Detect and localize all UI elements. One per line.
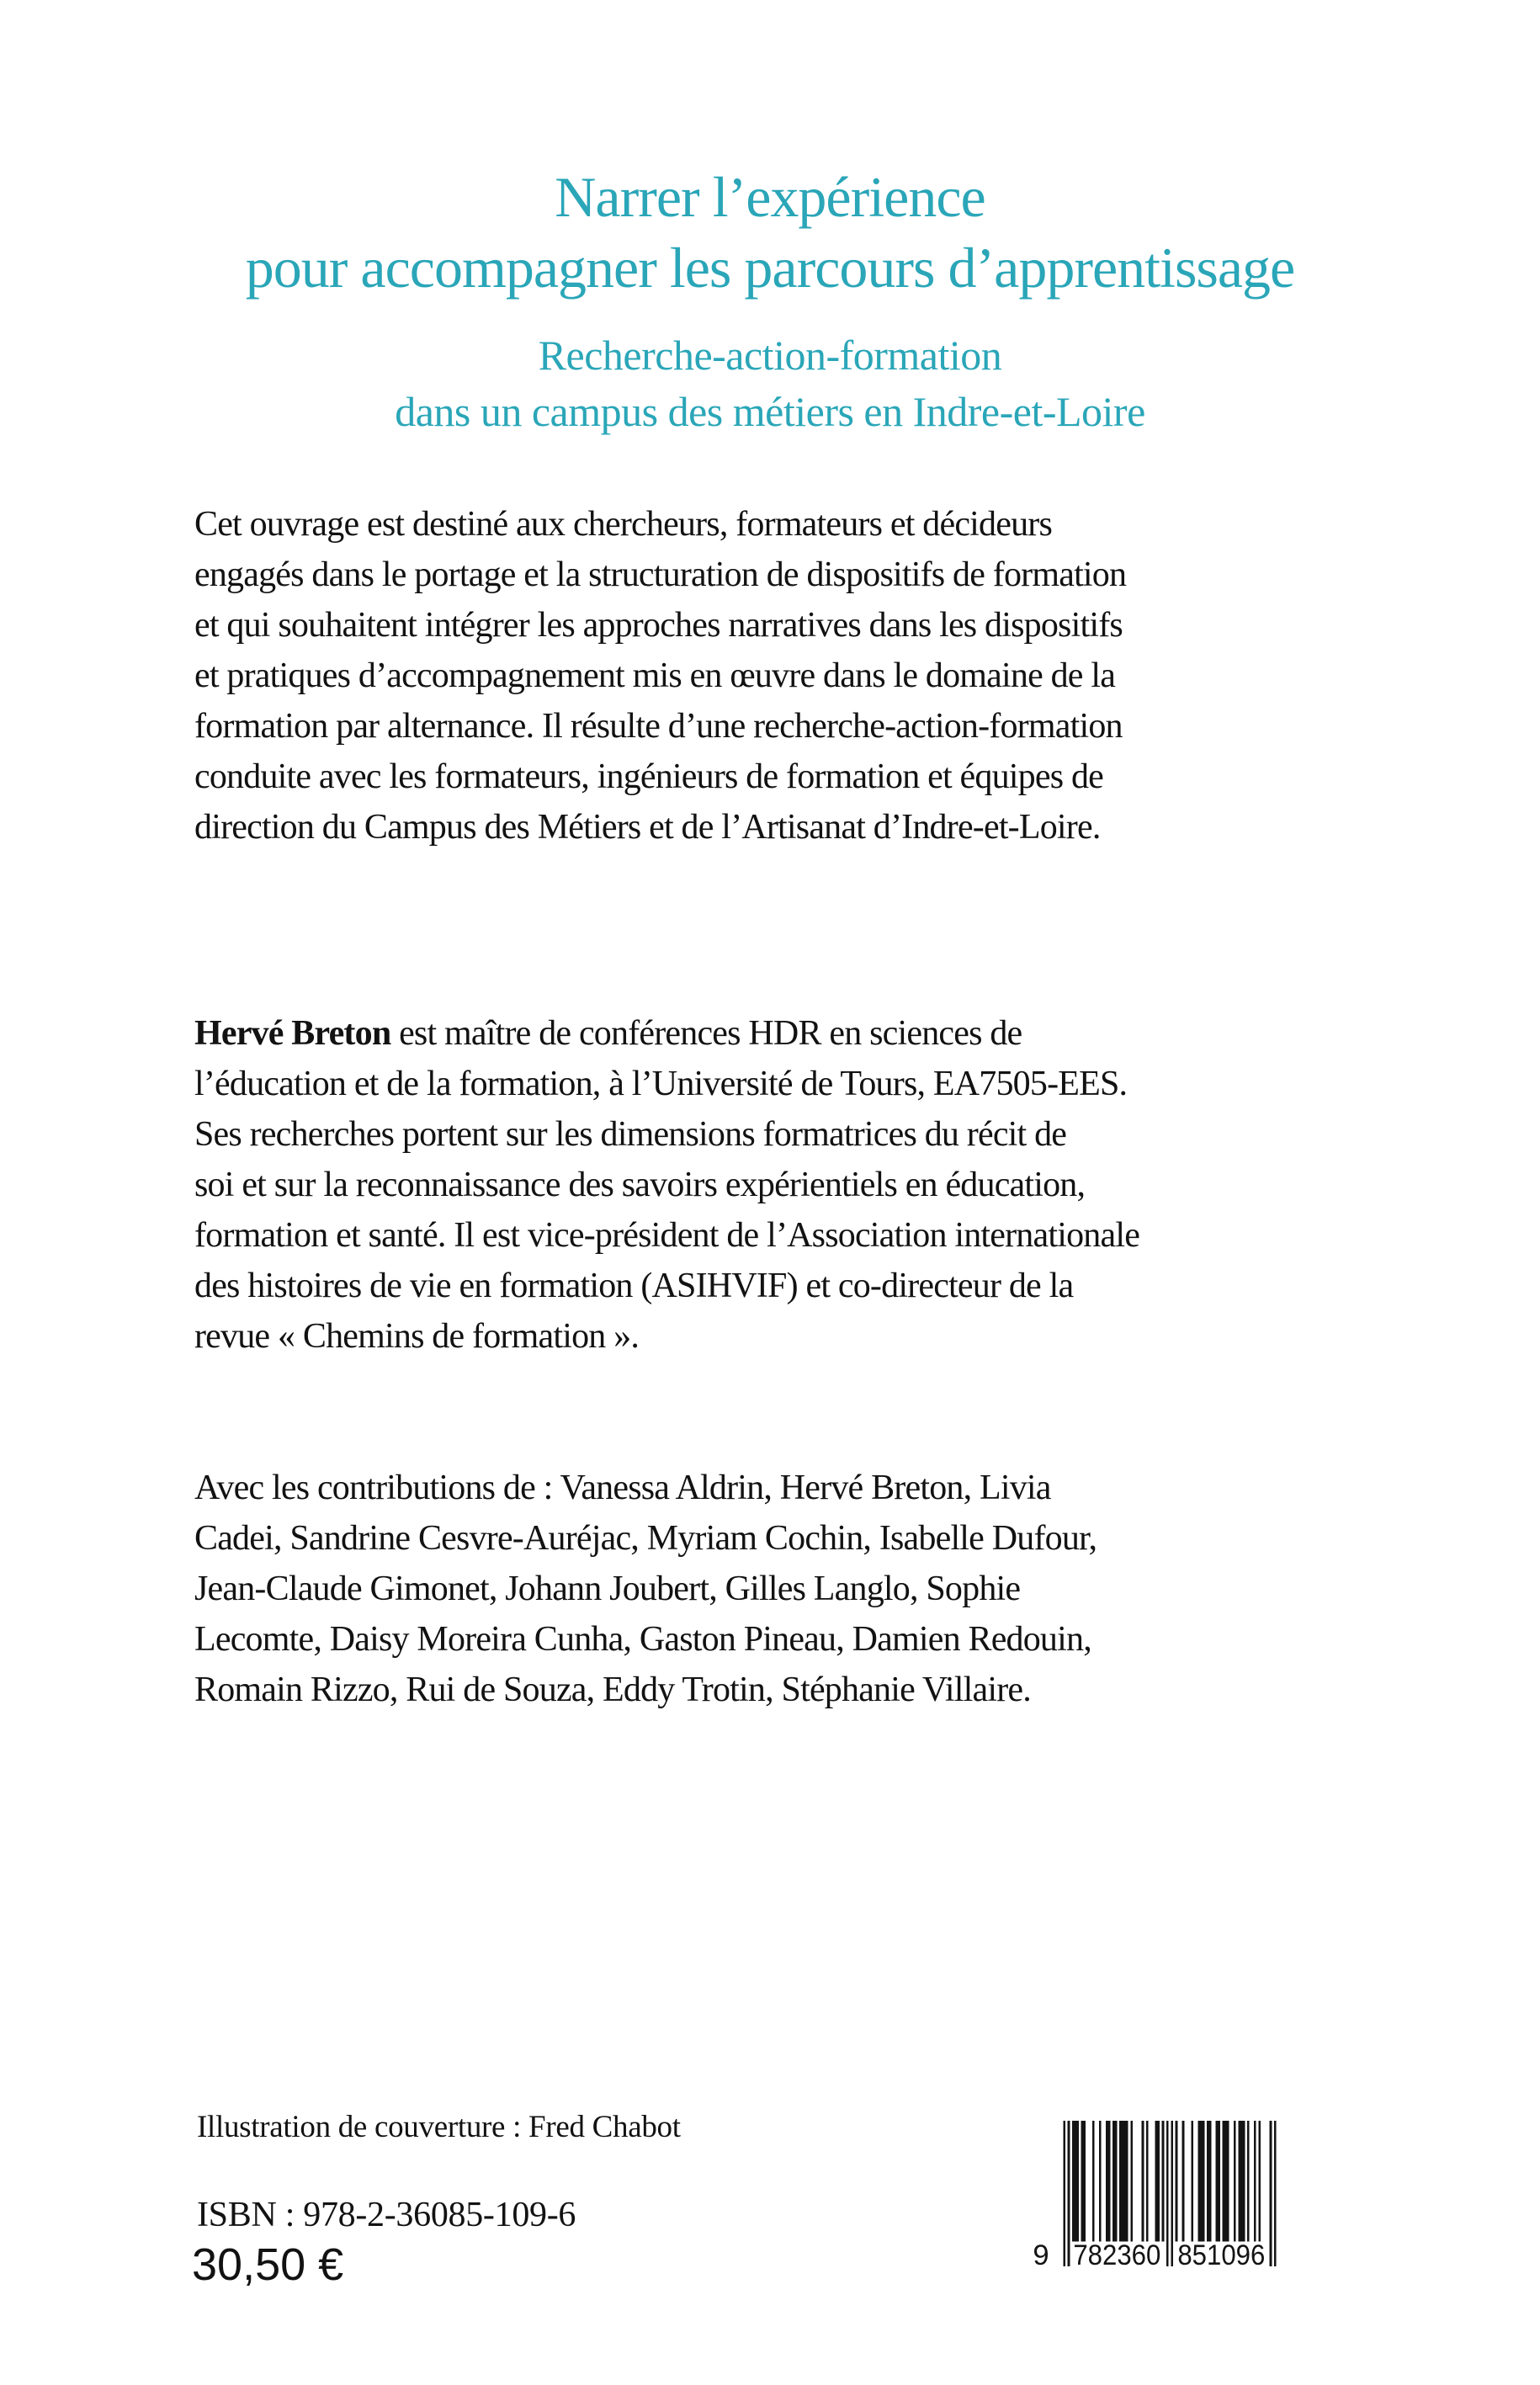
synopsis-line: et pratiques d’accompagnement mis en œuvre dans le domaine de la: [194, 656, 1116, 695]
barcode-bar: [1171, 2121, 1173, 2266]
barcode-bar: [1063, 2121, 1065, 2266]
barcode-bar: [1227, 2121, 1229, 2242]
barcode-bar: [1240, 2121, 1243, 2242]
contributors-line: Jean-Claude Gimonet, Johann Joubert, Gilles Langlo, Sophie: [194, 1570, 1021, 1608]
synopsis-line: conduite avec les formateurs, ingénieurs de formation et équipes de: [194, 757, 1103, 796]
author-bio-line: revue « Chemins de formation ».: [194, 1317, 640, 1356]
barcode-bar: [1166, 2121, 1169, 2266]
barcode-bar: [1076, 2121, 1079, 2242]
barcode-bar: [1106, 2121, 1108, 2242]
contributors-paragraph: [194, 1463, 1347, 1715]
barcode-bar: [1224, 2121, 1227, 2242]
barcode-bar: [1155, 2121, 1158, 2242]
barcode-bar: [1146, 2121, 1149, 2242]
barcode-bar: [1092, 2121, 1095, 2242]
barcode-bar: [1083, 2121, 1086, 2242]
barcode-bar: [1130, 2121, 1133, 2242]
barcode-bar: [1119, 2121, 1122, 2242]
barcode-bar: [1209, 2121, 1212, 2242]
barcode-bar: [1122, 2121, 1124, 2242]
author-bio-line: soi et sur la reconnaissance des savoirs expérientiels en éducation,: [194, 1166, 1086, 1204]
book-title: [0, 162, 1540, 303]
synopsis-line: engagés dans le portage et la structuration de dispositifs de formation: [194, 555, 1127, 594]
barcode-bar: [1191, 2121, 1193, 2242]
barcode-bar: [1113, 2121, 1115, 2242]
barcode-bar: [1182, 2121, 1185, 2242]
barcode-bar: [1081, 2121, 1084, 2242]
barcode-bar: [1068, 2121, 1070, 2266]
barcode-bar: [1108, 2121, 1111, 2242]
barcode-bar: [1203, 2121, 1205, 2242]
barcode-bar: [1274, 2121, 1277, 2266]
ean13-barcode: [1032, 2121, 1277, 2266]
barcode-bar: [1115, 2121, 1118, 2242]
barcode-bar: [1200, 2121, 1203, 2242]
synopsis-line: direction du Campus des Métiers et de l’Artisanat d’Indre-et-Loire.: [194, 808, 1101, 847]
synopsis-line: Cet ouvrage est destiné aux chercheurs, formateurs et décideurs: [194, 505, 1053, 544]
book-title-line-1: Narrer l’expérience: [555, 164, 985, 229]
ean13-barcode-svg: [1032, 2121, 1277, 2266]
barcode-bar: [1099, 2121, 1102, 2242]
barcode-digits-right: 851096: [1177, 2239, 1266, 2266]
barcode-bar: [1223, 2121, 1225, 2242]
barcode-bar: [1216, 2121, 1219, 2242]
barcode-bar: [1207, 2121, 1209, 2242]
author-bio-line: des histoires de vie en formation (ASIHVIF) et co-directeur de la: [194, 1267, 1074, 1305]
contributors-line: Avec les contributions de : Vanessa Aldrin, Hervé Breton, Livia: [194, 1469, 1051, 1507]
barcode-bar: [1142, 2121, 1144, 2242]
contributors-line: Lecomte, Daisy Moreira Cunha, Gaston Pineau, Damien Redouin,: [194, 1620, 1091, 1659]
price-label: 30,50 €: [192, 2239, 344, 2290]
author-name-bold: Hervé Breton: [194, 1014, 391, 1053]
barcode-bar: [1197, 2121, 1200, 2242]
barcode-bar: [1157, 2121, 1160, 2242]
author-bio-line: Hervé Breton est maître de conférences HDR en sciences de: [194, 1014, 1022, 1053]
author-bio-paragraph: [194, 1008, 1347, 1362]
cover-illustration-credit: Illustration de couverture : Fred Chabot: [197, 2110, 681, 2144]
barcode-bar: [1176, 2121, 1178, 2242]
isbn-label: ISBN : 978-2-36085-109-6: [197, 2196, 576, 2234]
synopsis-line: formation par alternance. Il résulte d’une recherche-action-formation: [194, 707, 1123, 746]
book-subtitle: [0, 327, 1540, 440]
synopsis-line: et qui souhaitent intégrer les approches narratives dans les dispositifs: [194, 606, 1123, 645]
contributors-line: Cadei, Sandrine Cesvre-Auréjac, Myriam Cochin, Isabelle Dufour,: [194, 1519, 1097, 1558]
barcode-bar: [1234, 2121, 1236, 2242]
barcode-bar: [1247, 2121, 1250, 2242]
synopsis-paragraph: [194, 499, 1347, 853]
barcode-bar: [1270, 2121, 1272, 2266]
barcode-digit-lead: 9: [1033, 2239, 1049, 2266]
barcode-bar: [1254, 2121, 1256, 2242]
barcode-bar: [1075, 2121, 1077, 2242]
book-title-line-2: pour accompagner les parcours d’apprentissage: [245, 235, 1295, 300]
barcode-bar: [1258, 2121, 1261, 2242]
barcode-bar: [1126, 2121, 1128, 2242]
barcode-bar: [1218, 2121, 1220, 2242]
barcode-digits-left: 782360: [1073, 2239, 1161, 2266]
book-subtitle-line-2: dans un campus des métiers en Indre-et-Loire: [395, 387, 1145, 435]
book-subtitle-line-1: Recherche-action-formation: [538, 331, 1002, 379]
barcode-bar: [1238, 2121, 1240, 2242]
author-bio-line: l’éducation et de la formation, à l’Université de Tours, EA7505-EES.: [194, 1065, 1128, 1103]
author-bio-line: formation et santé. Il est vice-président de l’Association internationale: [194, 1216, 1140, 1255]
barcode-bar: [1072, 2121, 1075, 2242]
barcode-bar: [1123, 2121, 1126, 2242]
barcode-bar: [1162, 2121, 1165, 2242]
barcode-bar: [1243, 2121, 1245, 2242]
contributors-line: Romain Rizzo, Rui de Souza, Eddy Trotin, Stéphanie Villaire.: [194, 1671, 1031, 1709]
author-bio-line: Ses recherches portent sur les dimensions formatrices du récit de: [194, 1115, 1067, 1154]
